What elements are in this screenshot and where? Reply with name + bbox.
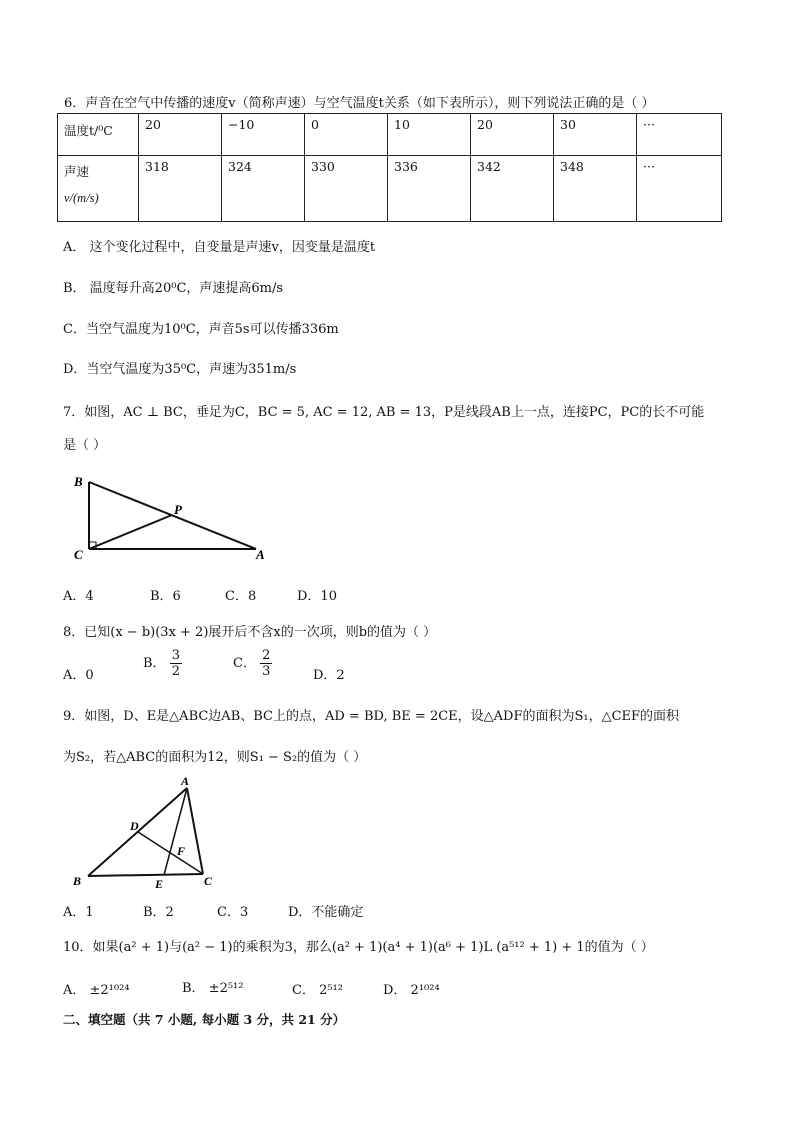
q7-stem-line2: 是（ ） [63, 438, 107, 453]
label-b: B [73, 874, 82, 888]
table-cell: 348 [554, 156, 637, 222]
row-label-line1: 声速 [64, 164, 90, 179]
table-cell: 20 [139, 114, 222, 156]
option-c-prefix: C． [233, 656, 256, 671]
label-a: A [256, 547, 265, 562]
table-row-label [58, 156, 139, 222]
q8-option-d: D．2 [313, 668, 345, 683]
q9-option-b: B．2 [143, 905, 174, 920]
table-cell: 10 [388, 114, 471, 156]
table-cell: 342 [471, 156, 554, 222]
q8-stem: 8．已知(x − b)(3x + 2)展开后不含x的一次项，则b的值为（ ） [63, 625, 437, 640]
q6-option-c: C．当空气温度为10⁰C，声音5s可以传播336m [63, 322, 339, 337]
segment-ac [187, 788, 203, 874]
q6-option-a: A． 这个变化过程中，自变量是声速v，因变量是温度t [63, 240, 376, 255]
segment-bc [88, 874, 203, 876]
label-c: C [204, 874, 213, 888]
table-cell: 318 [139, 156, 222, 222]
fraction-3-over-2 [170, 648, 182, 679]
q9-option-a: A．1 [63, 905, 94, 920]
label-b: B [74, 474, 83, 489]
q9-option-d: D．不能确定 [288, 905, 364, 920]
q7-option-a: A．4 [63, 589, 94, 604]
q7-option-b: B．6 [150, 589, 181, 604]
label-c: C [74, 547, 83, 562]
q7-option-c: C．8 [225, 589, 257, 604]
q9-stem-line1: 9．如图，D、E是△ABC边AB、BC上的点，AD = BD, BE = 2CE，设△ADF的面积为S₁，△CEF的面积 [63, 709, 680, 724]
table-cell: 336 [388, 156, 471, 222]
label-p: P [174, 502, 182, 517]
table-cell: 324 [222, 156, 305, 222]
numerator: 2 [262, 648, 271, 663]
q10-option-b: B． ±2⁵¹² [182, 981, 244, 996]
q8-option-b [143, 648, 182, 679]
q7-stem-line1: 7．如图，AC ⊥ BC，垂足为C，BC = 5, AC = 12, AB = 13，P是线段AB上一点，连接PC，PC的长不可能 [63, 405, 705, 420]
table-cell: 30 [554, 114, 637, 156]
label-d: D [130, 819, 139, 833]
table-cell: 330 [305, 156, 388, 222]
table-cell: ··· [637, 156, 722, 222]
q9-triangle-figure [60, 772, 230, 890]
table-cell: −10 [222, 114, 305, 156]
q10-option-a: A． ±2¹⁰²⁴ [63, 983, 130, 998]
q8-option-a: A．0 [63, 668, 94, 683]
q8-option-c [233, 648, 272, 679]
q6-option-d: D．当空气温度为35⁰C，声速为351m/s [63, 362, 297, 377]
segment-pc [89, 515, 172, 549]
q7-option-d: D．10 [297, 589, 337, 604]
q10-option-d: D． 2¹⁰²⁴ [383, 983, 440, 998]
denominator: 2 [171, 664, 180, 679]
section-heading: 二、填空题（共 7 小题, 每小题 3 分，共 21 分） [63, 1012, 346, 1027]
label-a: A [181, 774, 190, 788]
table-row-temperature [58, 114, 722, 156]
q9-stem-line2: 为S₂，若△ABC的面积为12，则S₁ − S₂的值为（ ） [63, 750, 367, 765]
q9-option-c: C．3 [217, 905, 249, 920]
q7-triangle-figure [60, 462, 280, 562]
table-cell: 20 [471, 114, 554, 156]
q6-stem: 6．声音在空气中传播的速度v（简称声速）与空气温度t关系（如下表所示），则下列说法正确的是（ ） [64, 96, 655, 111]
row-label-line2: v/(m/s) [64, 191, 99, 205]
label-e: E [155, 877, 164, 890]
table-cell: ··· [637, 114, 722, 156]
q6-option-b: B． 温度每升高20⁰C，声速提高6m/s [63, 281, 284, 296]
option-b-prefix: B． [143, 656, 166, 671]
q10-stem: 10．如果(a² + 1)与(a² − 1)的乘积为3，那么(a² + 1)(a⁴ + 1)(a⁶ + 1)L (a⁵¹² + 1) + 1的值为（ ） [63, 940, 654, 955]
denominator: 3 [262, 664, 271, 679]
q10-option-c: C． 2⁵¹² [292, 983, 343, 998]
speed-temperature-table [57, 113, 722, 222]
table-row-speed [58, 156, 722, 222]
label-f: F [177, 844, 186, 858]
table-cell: 0 [305, 114, 388, 156]
table-row-label: 温度t/⁰C [58, 114, 139, 156]
fraction-2-over-3 [260, 648, 272, 679]
numerator: 3 [171, 648, 180, 663]
